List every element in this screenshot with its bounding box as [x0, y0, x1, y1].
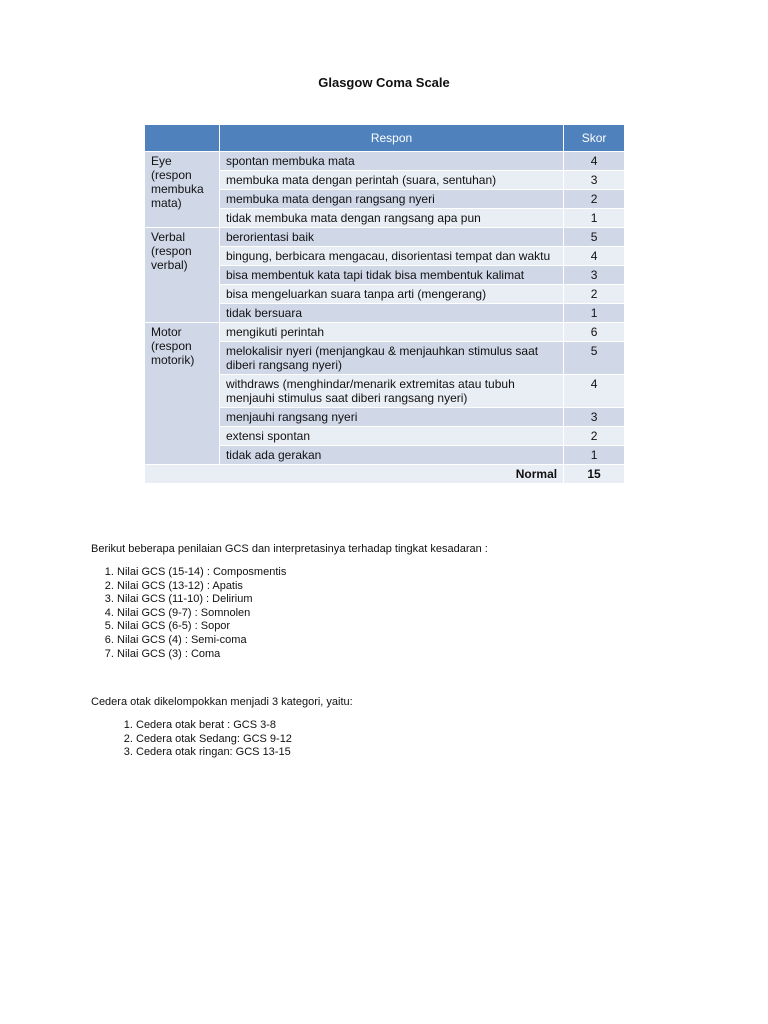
score-cell: 2	[564, 190, 624, 209]
response-cell: withdraws (menghindar/menarik extremitas atau tubuh menjauhi stimulus saat diberi rangsang nyeri)	[219, 375, 563, 408]
response-cell: tidak ada gerakan	[219, 446, 563, 465]
response-cell: spontan membuka mata	[219, 152, 563, 171]
response-cell: tidak membuka mata dengan rangsang apa pun	[219, 209, 563, 228]
list-item: 1. Cedera otak berat : GCS 3-8	[136, 719, 292, 733]
gcs-table	[145, 125, 624, 483]
response-cell: membuka mata dengan rangsang nyeri	[219, 190, 563, 209]
list-item: 6. Nilai GCS (4) : Semi-coma	[117, 634, 286, 648]
injury-levels-list	[110, 719, 292, 760]
score-cell: 2	[564, 427, 624, 446]
score-cell: 4	[564, 247, 624, 266]
table-header-row	[145, 125, 624, 152]
injury-intro-text: Cedera otak dikelompokkan menjadi 3 kategori, yaitu:	[91, 696, 353, 708]
category-eye: Eye (respon membuka mata)	[145, 152, 219, 228]
list-item: 3. Nilai GCS (11-10) : Delirium	[117, 593, 286, 607]
score-cell: 4	[564, 375, 624, 408]
category-motor: Motor (respon motorik)	[145, 323, 219, 465]
score-cell: 5	[564, 342, 624, 375]
list-item: 3. Cedera otak ringan: GCS 13-15	[136, 746, 292, 760]
page-title: Glasgow Coma Scale	[318, 75, 450, 90]
score-cell: 3	[564, 266, 624, 285]
score-cell: 1	[564, 446, 624, 465]
response-cell: berorientasi baik	[219, 228, 563, 247]
response-cell: membuka mata dengan perintah (suara, sentuhan)	[219, 171, 563, 190]
response-cell: menjauhi rangsang nyeri	[219, 408, 563, 427]
score-cell: 3	[564, 408, 624, 427]
table-row	[145, 323, 624, 342]
list-item: 4. Nilai GCS (9-7) : Somnolen	[117, 607, 286, 621]
response-cell: tidak bersuara	[219, 304, 563, 323]
table-row	[145, 152, 624, 171]
list-item: 7. Nilai GCS (3) : Coma	[117, 648, 286, 662]
response-cell: melokalisir nyeri (menjangkau & menjauhkan stimulus saat diberi rangsang nyeri)	[219, 342, 563, 375]
category-verbal: Verbal (respon verbal)	[145, 228, 219, 323]
total-score: 15	[564, 465, 624, 484]
score-cell: 2	[564, 285, 624, 304]
list-item: 1. Nilai GCS (15-14) : Composmentis	[117, 566, 286, 580]
score-cell: 4	[564, 152, 624, 171]
score-cell: 1	[564, 209, 624, 228]
header-response: Respon	[219, 125, 563, 152]
response-cell: bingung, berbicara mengacau, disorientasi tempat dan waktu	[219, 247, 563, 266]
response-cell: bisa membentuk kata tapi tidak bisa membentuk kalimat	[219, 266, 563, 285]
score-cell: 5	[564, 228, 624, 247]
response-cell: bisa mengeluarkan suara tanpa arti (mengerang)	[219, 285, 563, 304]
list-item: 2. Nilai GCS (13-12) : Apatis	[117, 580, 286, 594]
score-cell: 6	[564, 323, 624, 342]
gcs-intro-text: Berikut beberapa penilaian GCS dan interpretasinya terhadap tingkat kesadaran :	[91, 543, 488, 555]
score-cell: 3	[564, 171, 624, 190]
total-row	[145, 465, 624, 484]
list-item: 5. Nilai GCS (6-5) : Sopor	[117, 620, 286, 634]
total-label: Normal	[145, 465, 564, 484]
response-cell: mengikuti perintah	[219, 323, 563, 342]
list-item: 2. Cedera otak Sedang: GCS 9-12	[136, 733, 292, 747]
table-row	[145, 228, 624, 247]
response-cell: extensi spontan	[219, 427, 563, 446]
header-category	[145, 125, 219, 152]
header-score: Skor	[564, 125, 624, 152]
gcs-levels-list	[91, 566, 286, 661]
score-cell: 1	[564, 304, 624, 323]
